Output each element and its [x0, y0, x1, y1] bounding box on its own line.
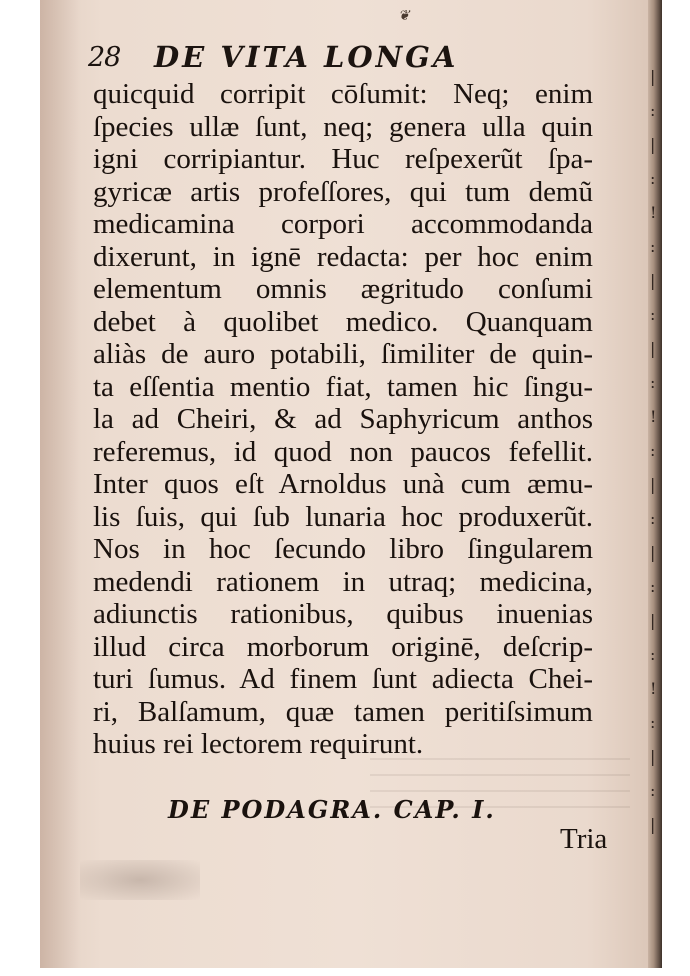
page-header — [88, 8, 608, 78]
text-line: elementum omnis ægritudo conſumi — [93, 273, 593, 305]
text-line: medendi rationem in utraq; medicina, — [93, 565, 593, 598]
adjacent-page-marks: | : | : ! : | : | : ! : | : | : | : ! : | : | — [650, 67, 657, 834]
text-line: gyricæ artis profeſſores, qui tum demũ — [93, 175, 593, 208]
paper-stain — [80, 860, 200, 900]
text-line: dixerunt, in ignē redacta: per hoc enim — [93, 240, 593, 273]
text-line: lis ſuis, qui ſub lunaria hoc produxerũt. — [93, 500, 593, 533]
text-line: adiunctis rationibus, quibus inuenias — [93, 598, 593, 630]
text-line: igni corripiantur. Huc reſpexerũt ſpa- — [93, 143, 593, 175]
ornament-mark: ❦ — [398, 8, 410, 24]
page-edge — [648, 0, 662, 968]
text-line: quicquid corripit cōſumit: Neq; enim — [93, 78, 593, 110]
text-line: referemus, id quod non paucos fefellit. — [93, 435, 593, 468]
text-line: huius rei lectorem requirunt. — [93, 728, 424, 760]
text-line: ſpecies ullæ ſunt, neq; genera ulla quin — [93, 110, 593, 143]
text-line: Nos in hoc ſecundo libro ſingularem — [93, 533, 593, 565]
text-line: medicamina corpori accommodanda — [93, 208, 593, 240]
page-number: 28 — [88, 42, 121, 73]
text-line: debet à quolibet medico. Quanquam — [93, 305, 593, 338]
text-line: ri, Balſamum, quæ tamen peritiſsimum — [93, 695, 593, 728]
text-line: ta eſſentia mentio fiat, tamen hic ſingu- — [93, 370, 593, 403]
text-line: turi ſumus. Ad finem ſunt adiecta Chei- — [93, 663, 593, 695]
running-title: DE VITA LONGA — [154, 40, 459, 74]
text-line: la ad Cheiri, & ad Saphyricum anthos — [93, 403, 593, 435]
text-line: illud circa morborum originē, deſcrip- — [93, 630, 593, 663]
body-text — [93, 78, 593, 761]
text-line: aliàs de auro potabili, ſimiliter de quin- — [93, 338, 593, 370]
text-line: Inter quos eſt Arnoldus unà cum æmu- — [93, 468, 593, 500]
catchword: Tria — [560, 823, 608, 855]
chapter-heading: DE PODAGRA. CAP. I. — [168, 795, 496, 824]
